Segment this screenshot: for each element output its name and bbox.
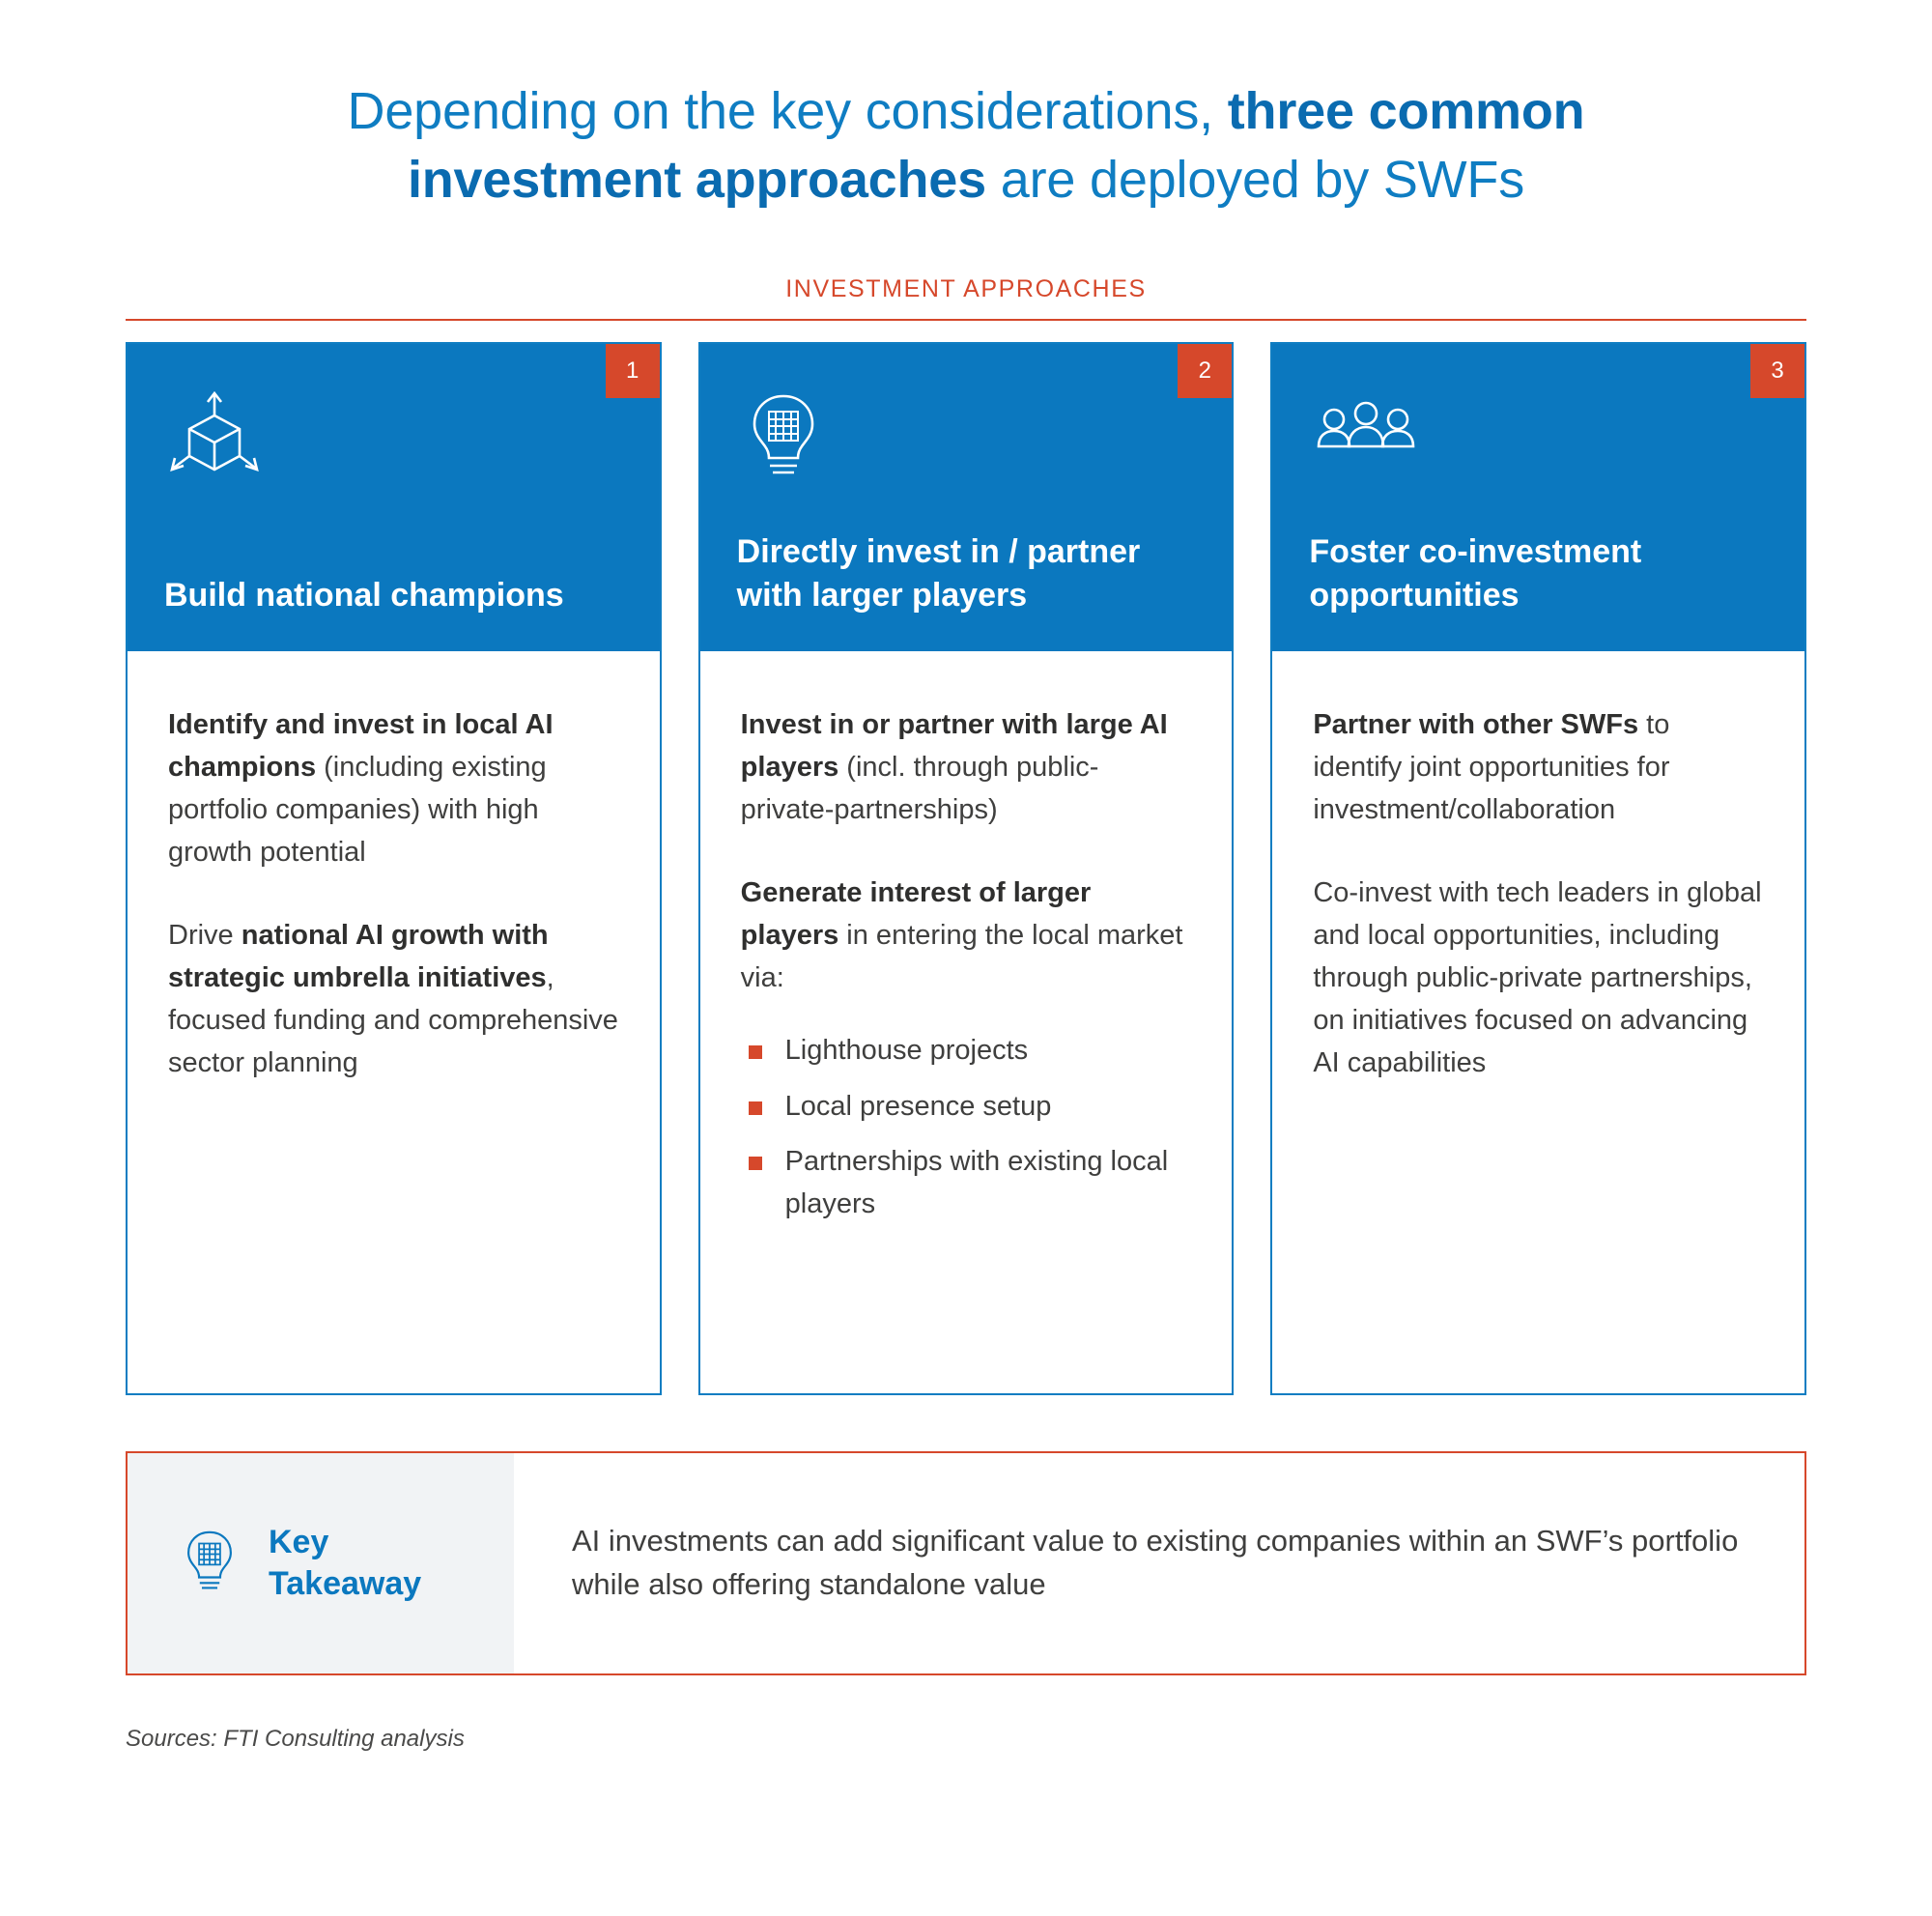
list-item: Partnerships with existing local players — [741, 1141, 1192, 1225]
card-title: Build national champions — [164, 577, 564, 615]
paragraph-bold: Generate interest of larger players — [740, 876, 1092, 951]
paragraph-bold: Identify and invest in local AI champions — [168, 708, 554, 783]
list-item: Local presence setup — [741, 1086, 1192, 1129]
paragraph-rest: (including existing portfolio companies) with high growth potential — [168, 751, 547, 868]
approach-card-3[interactable] — [1270, 342, 1806, 1395]
page-title — [126, 58, 1806, 215]
card-body — [700, 651, 1233, 1277]
key-takeaway-text: AI investments can add significant value to existing companies within an SWF’s portfolio while also offering standalone value — [572, 1523, 1739, 1601]
section-divider — [126, 319, 1806, 321]
card-title: Foster co-investment opportunities — [1309, 533, 1642, 615]
card-paragraph — [168, 914, 619, 1084]
key-takeaway-label-line2: Takeaway — [269, 1564, 422, 1602]
list-item: Lighthouse projects — [741, 1030, 1192, 1072]
paragraph-rest: (incl. through public-private-partnerships) — [740, 751, 1099, 825]
paragraph-rest: , focused funding and comprehensive sector planning — [168, 961, 618, 1079]
card-paragraph — [741, 703, 1192, 831]
paragraph-bold: national AI growth with strategic umbrella initiatives — [168, 919, 549, 993]
card-header — [128, 344, 660, 651]
card-title: Directly invest in / partner with larger players — [736, 533, 1141, 615]
card-header — [700, 344, 1233, 651]
card-body — [128, 651, 660, 1124]
paragraph-pre: Co-invest with tech leaders in global and local opportunities, including through public-private partnerships, on initiatives focused on advancing AI capabilities — [1313, 876, 1762, 1079]
cards-row — [126, 342, 1806, 1395]
key-takeaway-label-line1: Key — [269, 1524, 329, 1561]
title-line2-bold: investment approaches — [407, 151, 986, 210]
approach-card-1[interactable] — [126, 342, 662, 1395]
paragraph-bold: Invest in or partner with large AI players — [740, 708, 1168, 783]
key-takeaway-box — [126, 1451, 1806, 1675]
lightbulb-circuit-icon — [737, 390, 1196, 479]
card-header — [1272, 344, 1804, 651]
key-takeaway-label-area — [128, 1453, 514, 1673]
people-group-icon — [1309, 390, 1768, 479]
paragraph-bold: Partner with other SWFs — [1313, 708, 1639, 740]
card-paragraph — [1313, 703, 1764, 831]
card-paragraph — [168, 703, 619, 873]
paragraph-rest: to identify joint opportunities for investment/collaboration — [1313, 708, 1670, 825]
key-takeaway-label — [269, 1522, 421, 1604]
card-number-badge: 3 — [1750, 344, 1804, 398]
cube-arrows-icon — [164, 390, 623, 479]
card-body — [1272, 651, 1804, 1124]
title-line1-plain: Depending on the key considerations, — [347, 82, 1228, 140]
card-paragraph — [741, 872, 1192, 999]
title-line1-bold: three common — [1227, 82, 1585, 140]
source-note: Sources: FTI Consulting analysis — [126, 1725, 465, 1752]
section-label: INVESTMENT APPROACHES — [785, 274, 1147, 302]
paragraph-pre: Drive — [168, 919, 242, 951]
card-number-badge: 2 — [1178, 344, 1232, 398]
card-paragraph — [1313, 872, 1764, 1084]
title-line2-plain: are deployed by SWFs — [985, 151, 1525, 210]
paragraph-rest: in entering the local market via: — [740, 919, 1183, 993]
card-bullet-list — [741, 1030, 1192, 1225]
card-number-badge: 1 — [606, 344, 660, 398]
approach-card-2[interactable] — [698, 342, 1235, 1395]
lightbulb-circuit-icon — [176, 1522, 243, 1604]
